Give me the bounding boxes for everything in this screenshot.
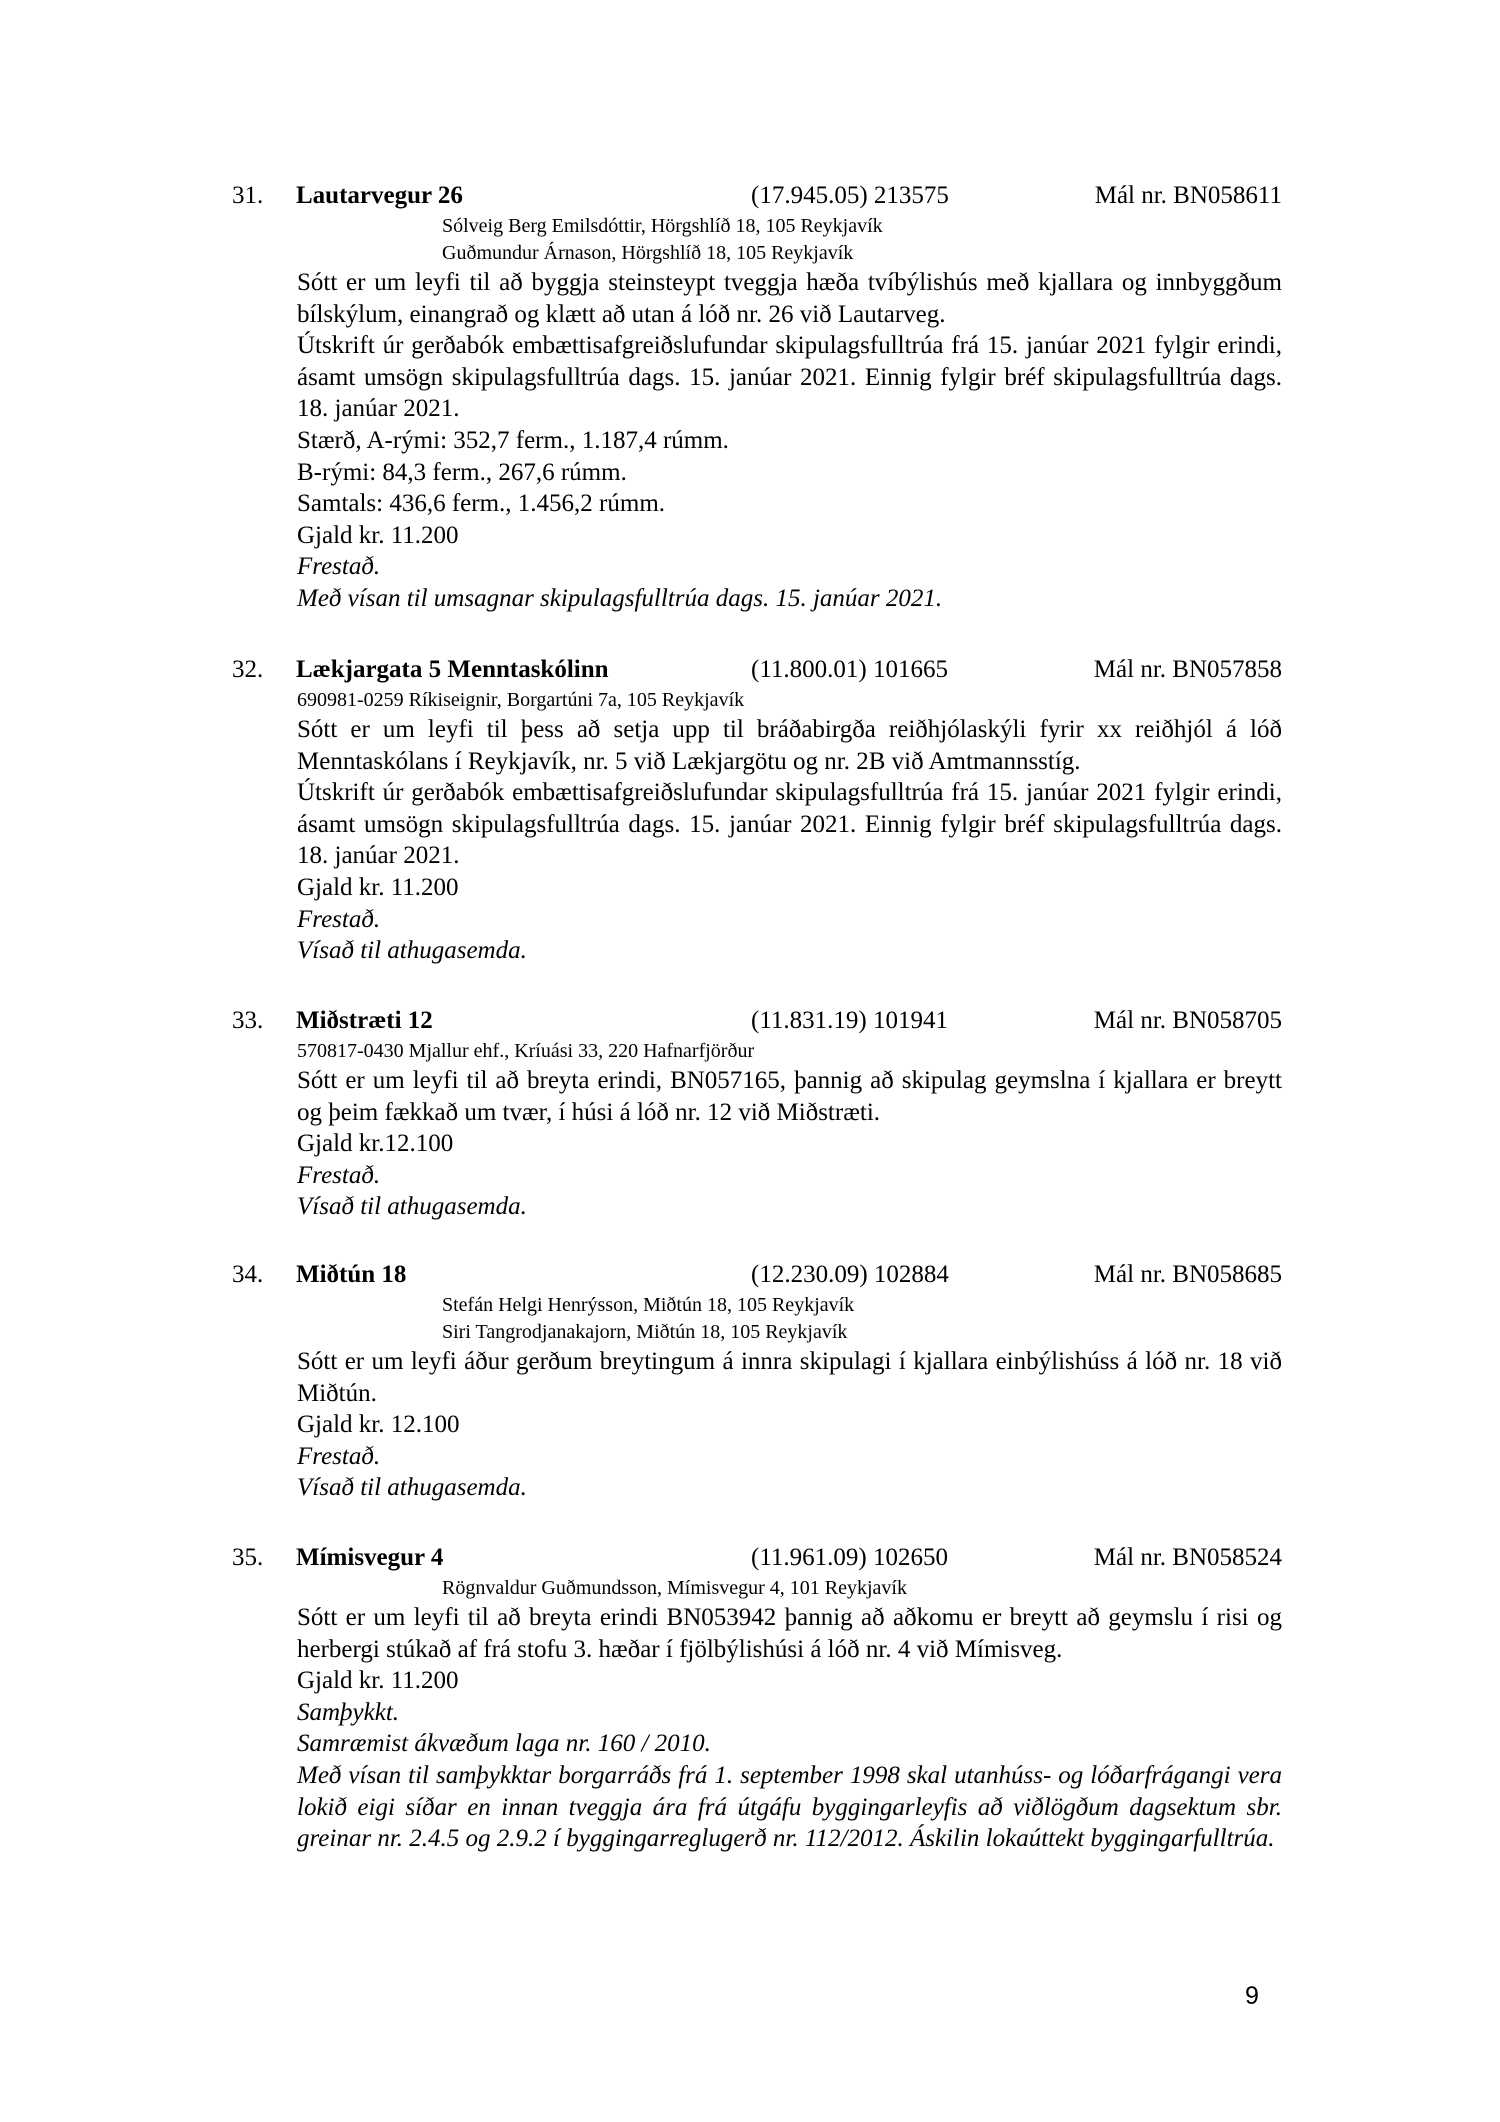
- entry-note: Með vísan til umsagnar skipulagsfulltrúa dags. 15. janúar 2021.: [297, 584, 943, 612]
- applicant: Sólveig Berg Emilsdóttir, Hörgshlíð 18, 105 Reykjavík: [442, 215, 883, 237]
- case-entry-34: [232, 1258, 1282, 1504]
- entry-decision: Frestað.: [297, 905, 381, 933]
- applicant: 690981-0259 Ríkiseignir, Borgartúni 7a, 105 Reykjavík: [297, 689, 745, 711]
- applicant: Siri Tangrodjanakajorn, Miðtún 18, 105 Reykjavík: [442, 1321, 848, 1343]
- entry-note: Vísað til athugasemda.: [297, 1474, 527, 1502]
- entry-address: Mímisvegur 4: [296, 1544, 444, 1571]
- page-number: 9: [1245, 1982, 1259, 2010]
- entry-description: Sótt er um leyfi til þess að setja upp til bráðabirgða reiðhjólaskýli fyrir xx reiðhjól á lóð Menntaskólans í Reykjavík, nr. 5 við Lækjargötu og nr. 2B við Amtmannsstíg.: [297, 716, 1282, 775]
- entry-reference: (11.831.19) 101941: [751, 1007, 948, 1034]
- entry-reference: (17.945.05) 213575: [751, 182, 949, 209]
- entry-reference: (11.800.01) 101665: [751, 656, 948, 683]
- entry-text: Stærð, A-rými: 352,7 ferm., 1.187,4 rúmm.: [297, 426, 729, 454]
- entry-description: Sótt er um leyfi til að byggja steinsteypt tveggja hæða tvíbýlishús með kjallara og innbyggðum bílskýlum, einangrað og klætt að utan á lóð nr. 26 við Lautarveg.: [297, 269, 1282, 328]
- entry-fee: Gjald kr. 12.100: [297, 1411, 460, 1439]
- entry-decision: Frestað.: [297, 1442, 381, 1470]
- entry-body: [297, 714, 1282, 967]
- case-entry-33: [232, 1004, 1282, 1223]
- case-entry-32: [232, 653, 1282, 967]
- entry-address: Miðtún 18: [296, 1261, 407, 1288]
- entry-conditions: Með vísan til samþykktar borgarráðs frá 1. september 1998 skal utanhúss- og lóðarfrágangi vera lokið eigi síðar en innan tveggja ára frá útgáfu byggingarleyfis að viðlögðum dagsektum sbr. greinar nr. 2.4.5 og 2.9.2 í byggingarreglugerð nr. 112/2012. Áskilin lokaúttekt byggingarfulltrúa.: [297, 1761, 1282, 1853]
- entry-number: 34.: [232, 1261, 264, 1288]
- entry-body: [297, 1065, 1282, 1223]
- entry-header: [232, 1258, 1282, 1292]
- entry-text: Samtals: 436,6 ferm., 1.456,2 rúmm.: [297, 490, 666, 518]
- applicant: Guðmundur Árnason, Hörgshlíð 18, 105 Reykjavík: [442, 242, 854, 264]
- entry-fee: Gjald kr. 11.200: [297, 1667, 459, 1695]
- entry-case-number: Mál nr. BN058611: [1094, 182, 1282, 209]
- entry-decision: Frestað.: [297, 1161, 381, 1189]
- entry-header: [232, 1004, 1282, 1038]
- entry-description: Sótt er um leyfi til að breyta erindi BN053942 þannig að aðkomu er breytt að geymslu í risi og herbergi stúkað af frá stofu 3. hæðar í fjölbýlishúsi á lóð nr. 4 við Mímisveg.: [297, 1604, 1282, 1663]
- entry-body: [297, 1602, 1282, 1855]
- entry-fee: Gjald kr.12.100: [297, 1130, 454, 1158]
- entry-fee: Gjald kr. 11.200: [297, 873, 459, 901]
- entry-text: B-rými: 84,3 ferm., 267,6 rúmm.: [297, 458, 627, 486]
- entry-header: [232, 1541, 1282, 1575]
- entry-description: Sótt er um leyfi til að breyta erindi, BN057165, þannig að skipulag geymslna í kjallara er breytt og þeim fækkað um tvær, í húsi á lóð nr. 12 við Miðstræti.: [297, 1067, 1282, 1126]
- entry-reference: (12.230.09) 102884: [751, 1261, 949, 1288]
- entry-decision: Frestað.: [297, 553, 381, 581]
- entry-case-number: Mál nr. BN058705: [1093, 1007, 1282, 1034]
- entry-number: 31.: [232, 182, 264, 209]
- entry-case-number: Mál nr. BN057858: [1093, 656, 1282, 683]
- entry-body: [297, 1346, 1282, 1504]
- entry-case-number: Mál nr. BN058685: [1093, 1261, 1282, 1288]
- case-entry-35: [232, 1541, 1282, 1855]
- entry-address: Miðstræti 12: [296, 1007, 433, 1034]
- entry-description: Sótt er um leyfi áður gerðum breytingum á innra skipulagi í kjallara einbýlishúss á lóð nr. 18 við Miðtún.: [297, 1348, 1282, 1407]
- entry-number: 32.: [232, 656, 264, 683]
- entry-note: Vísað til athugasemda.: [297, 1193, 527, 1221]
- entry-fee: Gjald kr. 11.200: [297, 521, 459, 549]
- entry-text: Útskrift úr gerðabók embættisafgreiðslufundar skipulagsfulltrúa frá 15. janúar 2021 fylgir erindi, ásamt umsögn skipulagsfulltrúa dags. 15. janúar 2021. Einnig fylgir bréf skipulagsfulltrúa dags. 18. janúar 2021.: [297, 779, 1282, 870]
- case-entry-31: [232, 179, 1282, 615]
- entry-reference: (11.961.09) 102650: [751, 1544, 948, 1571]
- entry-number: 33.: [232, 1007, 264, 1034]
- entry-decision: Samþykkt.: [297, 1698, 400, 1726]
- applicant: Stefán Helgi Henrýsson, Miðtún 18, 105 Reykjavík: [442, 1294, 855, 1316]
- entry-number: 35.: [232, 1544, 264, 1571]
- applicant: Rögnvaldur Guðmundsson, Mímisvegur 4, 101 Reykjavík: [442, 1577, 907, 1599]
- entry-text: Útskrift úr gerðabók embættisafgreiðslufundar skipulagsfulltrúa frá 15. janúar 2021 fylgir erindi, ásamt umsögn skipulagsfulltrúa dags. 15. janúar 2021. Einnig fylgir bréf skipulagsfulltrúa dags. 18. janúar 2021.: [297, 332, 1282, 423]
- entry-header: [232, 653, 1282, 687]
- entry-case-number: Mál nr. BN058524: [1093, 1544, 1282, 1571]
- entry-body: [297, 267, 1282, 615]
- entry-header: [232, 179, 1282, 213]
- entry-address: Lautarvegur 26: [296, 182, 463, 209]
- entry-address: Lækjargata 5 Menntaskólinn: [296, 656, 609, 683]
- applicant: 570817-0430 Mjallur ehf., Kríuási 33, 220 Hafnarfjörður: [297, 1040, 755, 1062]
- entry-note: Vísað til athugasemda.: [297, 937, 527, 965]
- entry-note: Samræmist ákvæðum laga nr. 160 / 2010.: [297, 1730, 711, 1758]
